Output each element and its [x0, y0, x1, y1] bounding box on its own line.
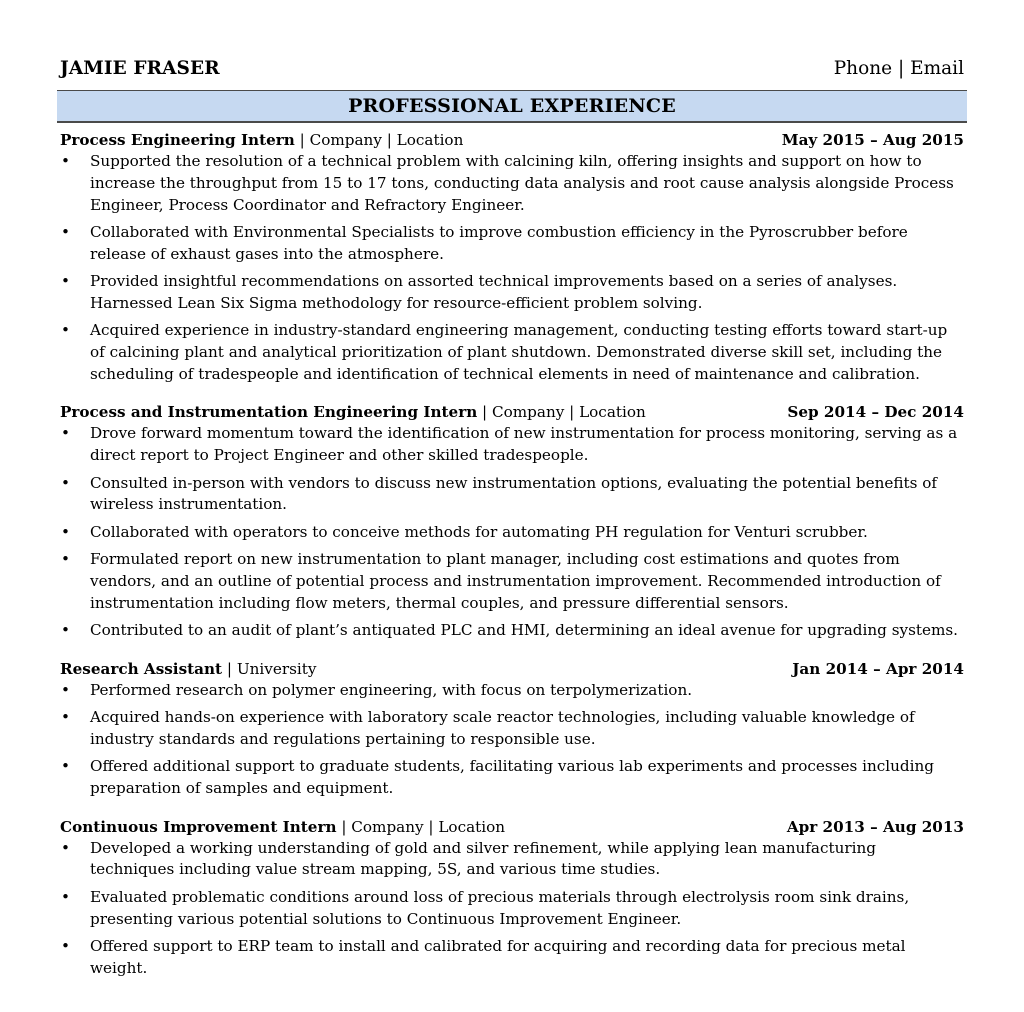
resume-header — [60, 58, 964, 90]
bullet-item: • Consulted in-person with vendors to discuss new instrumentation options, evaluating the potential benefits of wireless instrumentation. — [60, 473, 964, 517]
bullet-item: • Acquired hands-on experience with laboratory scale reactor technologies, including valuable knowledge of industry standards and regulations pertaining to responsible use. — [60, 707, 964, 751]
bullet-item: • Drove forward momentum toward the identification of new instrumentation for process monitoring, serving as a direct report to Project Engineer and other skilled tradespeople. — [60, 423, 964, 467]
job-title: Process and Instrumentation Engineering Intern — [60, 403, 478, 422]
job-header — [60, 816, 964, 838]
job-title: Process Engineering Intern — [60, 131, 295, 149]
bullet-item: • Formulated report on new instrumentation to plant manager, including cost estimations and quotes from vendors, and an outline of potential process and instrumentation improvement. Recommended introduction of instrumentation including flow meters, thermal couples, and pressure differential sensors. — [60, 549, 964, 614]
job-role — [60, 401, 646, 423]
job-role — [60, 129, 463, 151]
job-details: | Company | Location — [477, 403, 646, 422]
job-header — [60, 658, 964, 680]
bullet-item: • Contributed to an audit of plant’s antiquated PLC and HMI, determining an ideal avenue for upgrading systems. — [60, 620, 964, 642]
job-entry — [60, 658, 964, 800]
bullet-item: • Performed research on polymer engineering, with focus on terpolymerization. — [60, 680, 964, 702]
job-bullets — [60, 838, 964, 980]
job-dates: Sep 2014 – Dec 2014 — [787, 403, 964, 422]
section-title: PROFESSIONAL EXPERIENCE — [348, 95, 676, 117]
job-entry — [60, 816, 964, 980]
job-header — [60, 129, 964, 151]
bullet-item: • Collaborated with operators to conceive methods for automating PH regulation for Venturi scrubber. — [60, 522, 964, 544]
job-role — [60, 816, 505, 838]
job-entry — [60, 129, 964, 385]
contact-info: Phone | Email — [833, 58, 964, 79]
job-bullets — [60, 151, 964, 385]
job-entry — [60, 401, 964, 641]
job-details: | Company | Location — [336, 817, 506, 836]
job-title: Continuous Improvement Intern — [60, 817, 337, 836]
bullet-item: • Acquired experience in industry-standard engineering management, conducting testing efforts toward start-up of calcining plant and analytical prioritization of plant shutdown. Demonstrated diverse skill set, including the scheduling of tradespeople and identification of technical elements in need of maintenance and calibration. — [60, 320, 964, 385]
bullet-item: • Developed a working understanding of gold and silver refinement, while applying lean manufacturing techniques including value stream mapping, 5S, and various time studies. — [60, 838, 964, 882]
job-title: Research Assistant — [60, 659, 223, 678]
bullet-item: • Provided insightful recommendations on assorted technical improvements based on a series of analyses. Harnessed Lean Six Sigma methodology for resource-efficient problem solving. — [60, 271, 964, 315]
job-bullets — [60, 423, 964, 641]
job-header — [60, 401, 964, 423]
job-dates: May 2015 – Aug 2015 — [781, 131, 964, 149]
section-heading — [57, 90, 967, 123]
bullet-item: • Evaluated problematic conditions around loss of precious materials through electrolysis room sink drains, presenting various potential solutions to Continuous Improvement Engineer. — [60, 887, 964, 931]
job-dates: Jan 2014 – Apr 2014 — [792, 659, 964, 678]
candidate-name: JAMIE FRASER — [60, 58, 220, 79]
bullet-item: • Collaborated with Environmental Specialists to improve combustion efficiency in the Pyroscrubber before release of exhaust gases into the atmosphere. — [60, 222, 964, 266]
bullet-item: • Offered support to ERP team to install and calibrated for acquiring and recording data for precious metal weight. — [60, 936, 964, 980]
bullet-item: • Supported the resolution of a technical problem with calcining kiln, offering insights and support on how to increase the throughput from 15 to 17 tons, conducting data analysis and root cause analysis alongside Process Engineer, Process Coordinator and Refractory Engineer. — [60, 151, 964, 216]
job-details: | Company | Location — [294, 131, 464, 149]
job-role — [60, 658, 316, 680]
job-dates: Apr 2013 – Aug 2013 — [786, 817, 964, 836]
bullet-item: • Offered additional support to graduate students, facilitating various lab experiments and processes including preparation of samples and equipment. — [60, 756, 964, 800]
job-bullets — [60, 680, 964, 800]
resume-page — [60, 58, 964, 979]
job-details: | University — [222, 659, 317, 678]
